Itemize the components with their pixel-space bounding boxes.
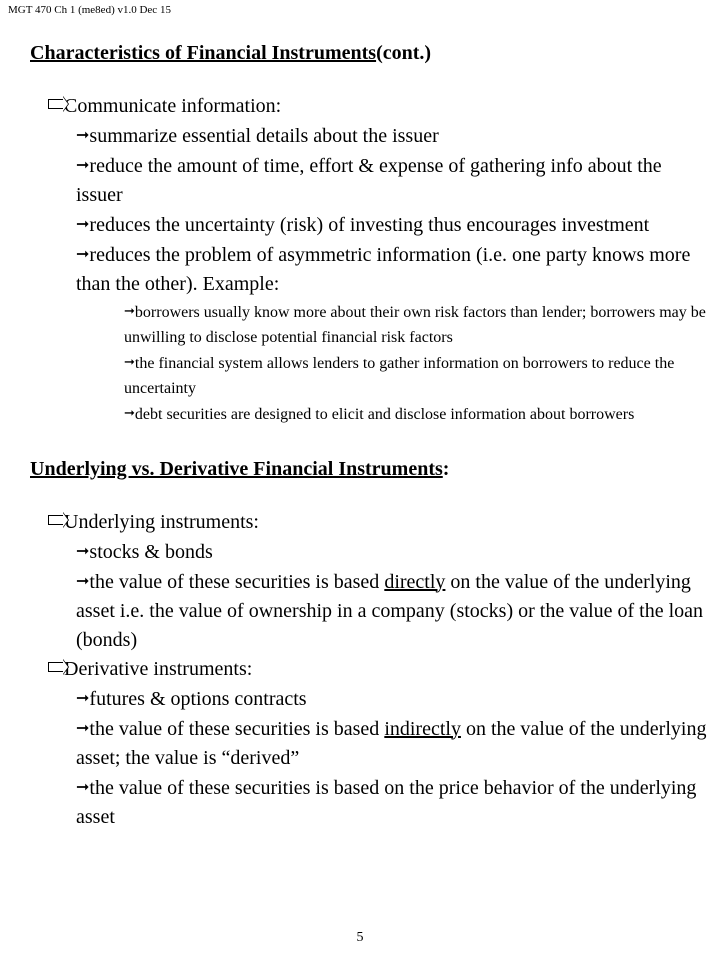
running-header: MGT 470 Ch 1 (me8ed) v1.0 Dec 15 xyxy=(8,4,171,16)
right-arrow-icon: ➞ xyxy=(76,778,90,796)
heading-underlined-text: Characteristics of Financial Instruments xyxy=(30,42,377,64)
right-arrow-icon: ➞ xyxy=(76,157,90,174)
list-item-text: on the value of the underlying asset i.e. the value of ownership in a company (stocks) or the value of the loan (bonds) xyxy=(76,570,704,651)
example-item xyxy=(124,350,712,401)
list-item-text: the value of these securities is based on the price behavior of the underlying asset xyxy=(76,776,697,828)
list-item xyxy=(76,684,712,714)
heading-underlined-text: Underlying vs. Derivative Financial Instruments xyxy=(30,457,443,480)
point-communicate-information xyxy=(30,92,712,121)
list-item-text: stocks & bonds xyxy=(89,540,213,563)
right-arrow-icon: ➞ xyxy=(124,303,135,318)
example-text: debt securities are designed to elicit and disclose information about borrowers xyxy=(134,406,635,423)
hollow-right-arrow-icon xyxy=(48,662,63,672)
point-underlying-instruments xyxy=(30,508,712,537)
list-item xyxy=(76,714,712,773)
emphasis-text: directly xyxy=(384,570,446,593)
heading-suffix: : xyxy=(442,457,450,480)
list-item xyxy=(76,567,712,655)
point-derivative-instruments xyxy=(30,655,712,684)
example-item xyxy=(124,401,712,428)
list-item xyxy=(76,537,712,567)
list-item-text: reduce the amount of time, effort & expense of gathering info about the issuer xyxy=(76,155,662,206)
list-item xyxy=(76,121,712,151)
list-item-text: reduces the uncertainty (risk) of investing thus encourages investment xyxy=(89,214,650,236)
point-label: Derivative instruments: xyxy=(64,657,253,680)
right-arrow-icon: ➞ xyxy=(124,405,135,420)
right-arrow-icon: ➞ xyxy=(76,216,90,233)
heading-suffix: (cont.) xyxy=(376,42,432,64)
list-item-text: reduces the problem of asymmetric information (i.e. one party knows more than the other). Example: xyxy=(76,244,691,295)
right-arrow-icon: ➞ xyxy=(76,246,90,263)
list-item-text: on the value of the underlying asset; the value is “derived” xyxy=(76,717,707,769)
list-item-text: futures & options contracts xyxy=(89,687,307,710)
right-arrow-icon: ➞ xyxy=(76,719,90,737)
right-arrow-icon: ➞ xyxy=(76,572,90,590)
list-item xyxy=(76,773,712,832)
emphasis-text: indirectly xyxy=(384,717,461,740)
document-body xyxy=(30,40,712,832)
example-item xyxy=(124,299,712,350)
point-label: Underlying instruments: xyxy=(64,510,259,533)
list-item xyxy=(76,151,712,210)
right-arrow-icon: ➞ xyxy=(76,689,90,707)
right-arrow-icon: ➞ xyxy=(76,542,90,560)
page-number: 5 xyxy=(356,930,364,945)
list-item-text: the value of these securities is based xyxy=(89,570,385,593)
list-item-text: the value of these securities is based xyxy=(89,717,385,740)
example-text: the financial system allows lenders to gather information on borrowers to reduce the uncertainty xyxy=(124,355,675,397)
example-text: borrowers usually know more about their own risk factors than lender; borrowers may be unwilling to disclose potential financial risk factors xyxy=(124,304,706,346)
list-item xyxy=(76,240,712,299)
hollow-right-arrow-icon xyxy=(48,99,63,109)
hollow-right-arrow-icon xyxy=(48,515,63,525)
right-arrow-icon: ➞ xyxy=(76,127,90,144)
right-arrow-icon: ➞ xyxy=(124,354,135,369)
list-item xyxy=(76,210,712,240)
list-item-text: summarize essential details about the issuer xyxy=(89,125,439,147)
section-heading-characteristics xyxy=(30,40,712,66)
point-label: Communicate information: xyxy=(64,95,282,117)
section-heading-underlying-vs-derivative xyxy=(30,456,712,482)
